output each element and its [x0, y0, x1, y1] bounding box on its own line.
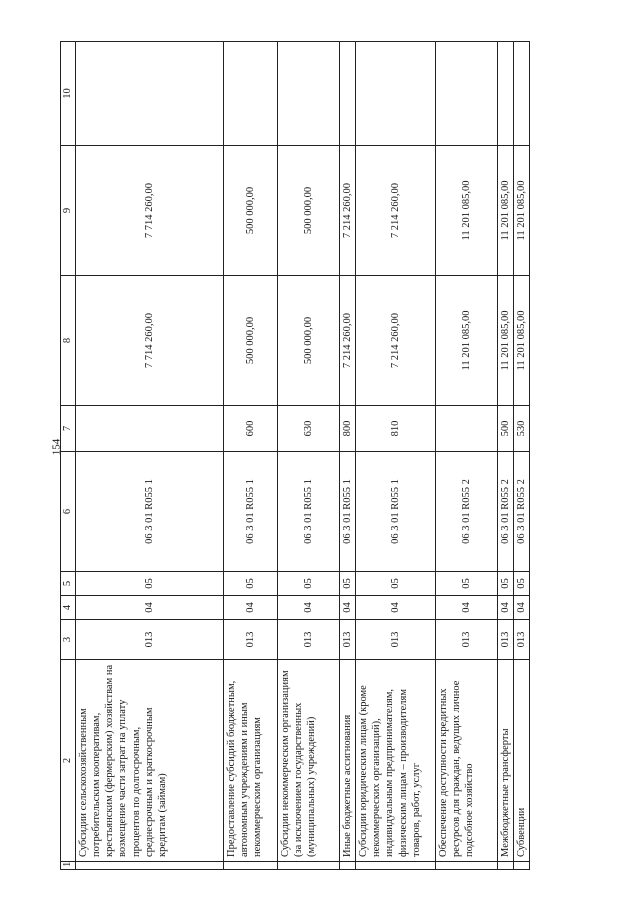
cell-name: Субсидии сельскохозяйственным потребительским кооперативам, крестьянским (фермерским) хозяйствам на возмещение части затрат на уплату процентов по долгосрочным, среднесрочным и краткосрочным кредитам (займам) — [76, 660, 224, 862]
cell-col10 — [436, 42, 498, 146]
cell-name: Обеспечение доступности кредитных ресурсов для граждан, ведущих личное подсобное хозяйство — [436, 660, 498, 862]
cell-col1 — [356, 862, 436, 870]
table-row — [514, 42, 530, 870]
cell-name: Субвенции — [514, 660, 530, 862]
cell-rz: 04 — [356, 596, 436, 620]
cell-sum2: 11 201 085,00 — [436, 146, 498, 276]
cell-pr: 05 — [224, 572, 278, 596]
cell-col10 — [498, 42, 514, 146]
cell-vr: 600 — [224, 406, 278, 452]
cell-rz: 04 — [436, 596, 498, 620]
cell-sum2: 7 714 260,00 — [76, 146, 224, 276]
cell-ved: 013 — [436, 620, 498, 660]
cell-csr: 06 3 01 R055 1 — [356, 452, 436, 572]
cell-sum1: 11 201 085,00 — [498, 276, 514, 406]
cell-vr: 800 — [340, 406, 356, 452]
table-row — [498, 42, 514, 870]
cell-sum2: 11 201 085,00 — [514, 146, 530, 276]
cell-name: Иные бюджетные ассигнования — [340, 660, 356, 862]
table-row — [340, 42, 356, 870]
cell-ved: 013 — [498, 620, 514, 660]
cell-pr: 05 — [514, 572, 530, 596]
header-col-4: 4 — [61, 596, 76, 620]
cell-ved: 013 — [224, 620, 278, 660]
cell-rz: 04 — [76, 596, 224, 620]
header-col-6: 6 — [61, 452, 76, 572]
cell-col1 — [76, 862, 224, 870]
cell-sum2: 11 201 085,00 — [498, 146, 514, 276]
header-col-1: 1 — [61, 862, 76, 870]
cell-csr: 06 3 01 R055 1 — [76, 452, 224, 572]
cell-sum1: 500 000,00 — [224, 276, 278, 406]
cell-sum1: 11 201 085,00 — [514, 276, 530, 406]
cell-name: Предоставление субсидий бюджетным, автономным учреждениям и иным некоммерческим организациям — [224, 660, 278, 862]
cell-csr: 06 3 01 R055 1 — [278, 452, 340, 572]
header-col-5: 5 — [61, 572, 76, 596]
cell-rz: 04 — [278, 596, 340, 620]
header-col-3: 3 — [61, 620, 76, 660]
header-col-7: 7 — [61, 406, 76, 452]
header-col-8: 8 — [61, 276, 76, 406]
cell-pr: 05 — [278, 572, 340, 596]
page-number: 154 — [50, 438, 63, 456]
cell-sum1: 11 201 085,00 — [436, 276, 498, 406]
cell-ved: 013 — [514, 620, 530, 660]
cell-col1 — [514, 862, 530, 870]
cell-ved: 013 — [278, 620, 340, 660]
table-row — [278, 42, 340, 870]
cell-sum2: 7 214 260,00 — [340, 146, 356, 276]
cell-sum1: 7 214 260,00 — [340, 276, 356, 406]
header-row — [61, 42, 76, 870]
cell-col10 — [224, 42, 278, 146]
cell-sum1: 7 714 260,00 — [76, 276, 224, 406]
cell-col1 — [498, 862, 514, 870]
cell-name: Субсидии юридическим лицам (кроме некоммерческих организаций), индивидуальным предпринимателям, физическим лицам – производителям товаров, работ, услуг — [356, 660, 436, 862]
cell-pr: 05 — [340, 572, 356, 596]
cell-vr — [436, 406, 498, 452]
cell-ved: 013 — [340, 620, 356, 660]
cell-ved: 013 — [76, 620, 224, 660]
cell-col10 — [340, 42, 356, 146]
cell-col10 — [76, 42, 224, 146]
cell-vr: 500 — [498, 406, 514, 452]
cell-vr: 530 — [514, 406, 530, 452]
cell-csr: 06 3 01 R055 2 — [498, 452, 514, 572]
cell-csr: 06 3 01 R055 1 — [340, 452, 356, 572]
budget-table — [60, 41, 530, 870]
cell-csr: 06 3 01 R055 2 — [514, 452, 530, 572]
cell-col1 — [436, 862, 498, 870]
cell-vr: 810 — [356, 406, 436, 452]
cell-sum2: 7 214 260,00 — [356, 146, 436, 276]
cell-col10 — [356, 42, 436, 146]
cell-rz: 04 — [498, 596, 514, 620]
cell-name: Субсидии некоммерческим организациям (за исключением государственных (муниципальных) учреждений) — [278, 660, 340, 862]
table-row — [76, 42, 224, 870]
cell-csr: 06 3 01 R055 2 — [436, 452, 498, 572]
cell-vr: 630 — [278, 406, 340, 452]
cell-vr — [76, 406, 224, 452]
cell-rz: 04 — [514, 596, 530, 620]
table-row — [224, 42, 278, 870]
cell-sum2: 500 000,00 — [278, 146, 340, 276]
cell-pr: 05 — [498, 572, 514, 596]
cell-rz: 04 — [340, 596, 356, 620]
cell-ved: 013 — [356, 620, 436, 660]
cell-pr: 05 — [76, 572, 224, 596]
cell-rz: 04 — [224, 596, 278, 620]
cell-sum1: 500 000,00 — [278, 276, 340, 406]
cell-col1 — [224, 862, 278, 870]
header-col-10: 10 — [61, 42, 76, 146]
cell-name: Межбюджетные трансферты — [498, 660, 514, 862]
rotated-table-wrapper — [60, 42, 530, 870]
cell-pr: 05 — [436, 572, 498, 596]
table-row — [356, 42, 436, 870]
cell-col1 — [340, 862, 356, 870]
cell-col10 — [514, 42, 530, 146]
cell-sum1: 7 214 260,00 — [356, 276, 436, 406]
header-col-2: 2 — [61, 660, 76, 862]
cell-csr: 06 3 01 R055 1 — [224, 452, 278, 572]
cell-sum2: 500 000,00 — [224, 146, 278, 276]
table-row — [436, 42, 498, 870]
header-col-9: 9 — [61, 146, 76, 276]
cell-pr: 05 — [356, 572, 436, 596]
cell-col10 — [278, 42, 340, 146]
cell-col1 — [278, 862, 340, 870]
